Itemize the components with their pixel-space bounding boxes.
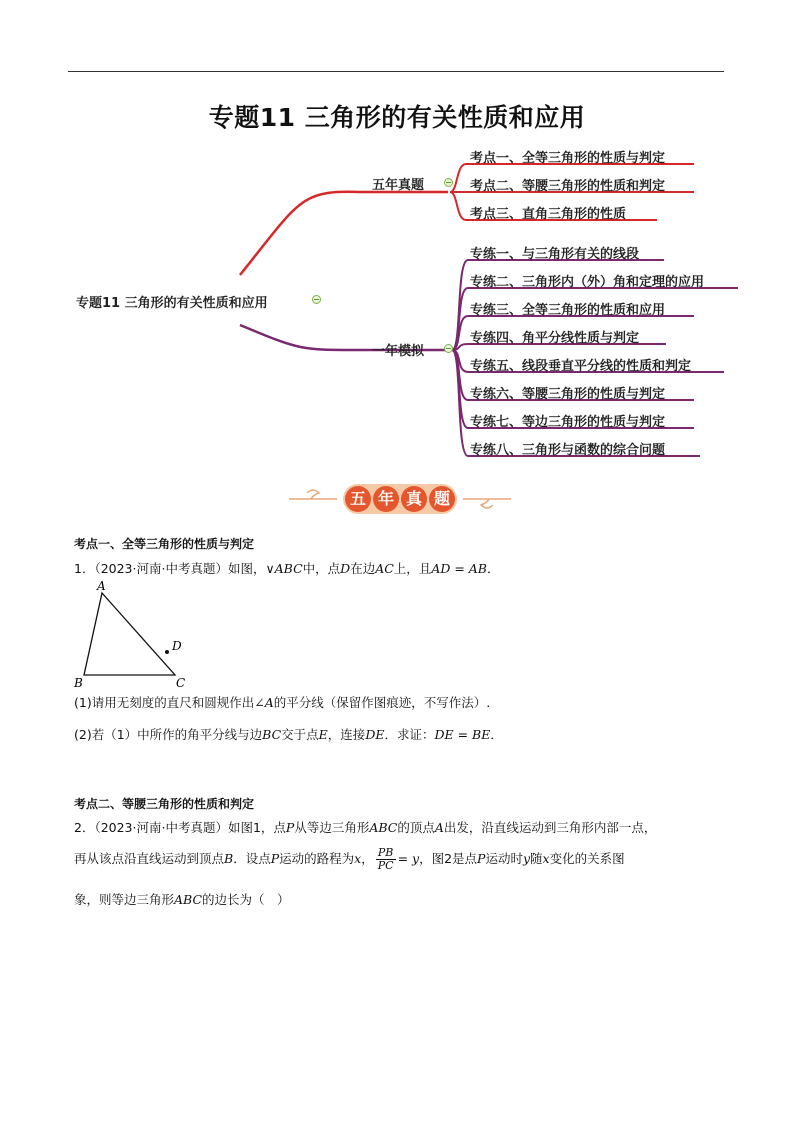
- q1p2-text: 交于点: [281, 727, 319, 742]
- branch-one-year-mock: 一年模拟: [372, 344, 425, 359]
- q1p2-text: ．: [490, 727, 503, 742]
- q1p2-side-bc: BC: [262, 727, 282, 742]
- collapse-branch1-icon[interactable]: [444, 178, 453, 187]
- q2-var-x: x: [354, 851, 362, 867]
- q2-text: 运动的路程为: [279, 851, 355, 867]
- label-b: B: [74, 676, 83, 690]
- triangle-figure: [70, 580, 220, 690]
- q2-fraction: [376, 847, 396, 872]
- q1p2-text: (2)若（1）中所作的角平分线与边: [74, 727, 263, 742]
- q1p2-point-e: E: [318, 727, 328, 742]
- q2-text: 2．（2023·河南·中考真题）如图1，点: [74, 820, 286, 835]
- branch2-item-5[interactable]: 专练五、线段垂直平分线的性质和判定: [470, 359, 692, 374]
- q1-point-d: D: [340, 561, 351, 576]
- q2-text: 再从该点沿直线运动到顶点: [74, 851, 225, 867]
- q1-side-ac: AC: [375, 561, 394, 576]
- branch1-item-2[interactable]: 考点二、等腰三角形的性质和判定: [470, 179, 666, 194]
- q2-equals-y: = y: [397, 851, 420, 867]
- q2-text: 的顶点: [397, 820, 435, 835]
- q2-text: 象，则等边三角形: [74, 892, 175, 907]
- branch1-item-1[interactable]: 考点一、全等三角形的性质与判定: [470, 151, 666, 166]
- q1-text: 上，且: [393, 561, 432, 576]
- q1p2-text: ，连接: [327, 727, 366, 742]
- q2-point-p: P: [270, 851, 280, 867]
- header-rule: [68, 71, 724, 72]
- question-2-line-1: [74, 820, 656, 835]
- q2-text: ，图2是点: [419, 851, 478, 867]
- triangle-abc: [84, 593, 175, 675]
- q2-vertex-b: B: [224, 851, 234, 867]
- question-1-part-1: [74, 695, 490, 710]
- mind-map: [0, 140, 794, 470]
- branch2-item-6[interactable]: 专练六、等腰三角形的性质与判定: [470, 387, 666, 402]
- section1-heading: 考点一、全等三角形的性质与判定: [74, 537, 255, 551]
- branch2-item-7[interactable]: 专练七、等边三角形的性质与判定: [470, 415, 666, 430]
- fraction-denominator: PC: [377, 859, 394, 873]
- branch2-item-4[interactable]: 专练四、角平分线性质与判定: [470, 331, 640, 346]
- q2-text: 运动时: [485, 851, 523, 867]
- collapse-root-icon[interactable]: [312, 295, 321, 304]
- q1-text: 中，点: [302, 561, 341, 576]
- question-2-line-2: [74, 847, 625, 872]
- q2-answer-blank: 的边长为（ ）: [202, 892, 290, 907]
- q2-triangle: ABC: [369, 820, 398, 835]
- question-1-stem: [74, 561, 500, 576]
- q2-vertex-a: A: [434, 820, 444, 835]
- collapse-branch2-icon[interactable]: [444, 344, 453, 353]
- q2-text: 出发，沿直线运动到三角形内部一点，: [443, 820, 657, 835]
- q1p2-claim: DE = BE: [434, 727, 491, 742]
- q1p1-text: (1)请用无刻度的直尺和圆规作出: [74, 695, 255, 710]
- point-d: [165, 650, 169, 654]
- triangle-diagram: [70, 580, 220, 690]
- q2-text: 从等边三角形: [294, 820, 370, 835]
- q2-point-p: P: [477, 851, 486, 867]
- q1p1-text: 的平分线（保留作图痕迹，不写作法）.: [273, 695, 491, 710]
- banner-char: 年: [377, 489, 394, 508]
- document-title: 专题11 三角形的有关性质和应用: [208, 103, 586, 132]
- banner-char: 题: [433, 489, 450, 508]
- q1-condition: AD = AB: [431, 561, 487, 576]
- fraction-numerator: PB: [376, 847, 396, 860]
- connector-root-branch1: [240, 192, 448, 275]
- question-2-line-3: [74, 892, 290, 907]
- q1-text: 在边: [350, 561, 376, 576]
- branch2-item-2[interactable]: 专练二、三角形内（外）角和定理的应用: [470, 275, 705, 290]
- q2-text: 随: [530, 851, 543, 867]
- question-1-part-2: [74, 727, 503, 742]
- label-c: C: [176, 676, 186, 690]
- banner-char: 真: [405, 489, 422, 508]
- q1-triangle: ∨ABC: [265, 561, 303, 576]
- label-d: D: [172, 639, 182, 653]
- q2-triangle: ABC: [174, 892, 203, 907]
- branch2-item-1[interactable]: 专练一、与三角形有关的线段: [470, 247, 640, 262]
- q2-var-y: y: [522, 851, 531, 867]
- branch2-item-8[interactable]: 专练八、三角形与函数的综合问题: [470, 443, 666, 458]
- mind-map-root: 专题11 三角形的有关性质和应用: [76, 296, 268, 311]
- branch-five-year-exams: 五年真题: [372, 178, 425, 193]
- branch2-item-3[interactable]: 专练三、全等三角形的性质和应用: [470, 303, 666, 318]
- branch1-item-3[interactable]: 考点三、直角三角形的性质: [470, 207, 627, 222]
- q1p2-text: ．求证：: [384, 727, 435, 742]
- q2-text: ，: [361, 851, 374, 867]
- q1-text: ．: [487, 561, 500, 576]
- q2-point-p: P: [285, 820, 295, 835]
- q2-text: 变化的关系图: [549, 851, 625, 867]
- q1p2-seg-de: DE: [365, 727, 385, 742]
- section2-heading: 考点二、等腰三角形的性质和判定: [74, 797, 255, 811]
- q2-text: ．设点: [233, 851, 271, 867]
- q1p1-angle: ∠A: [254, 695, 274, 710]
- section-banner: [285, 481, 515, 517]
- q1-source: 1．（2023·河南·中考真题）如图，: [74, 561, 266, 576]
- banner-char: 五: [349, 489, 366, 508]
- label-a: A: [97, 580, 106, 593]
- q2-var-x: x: [542, 851, 550, 867]
